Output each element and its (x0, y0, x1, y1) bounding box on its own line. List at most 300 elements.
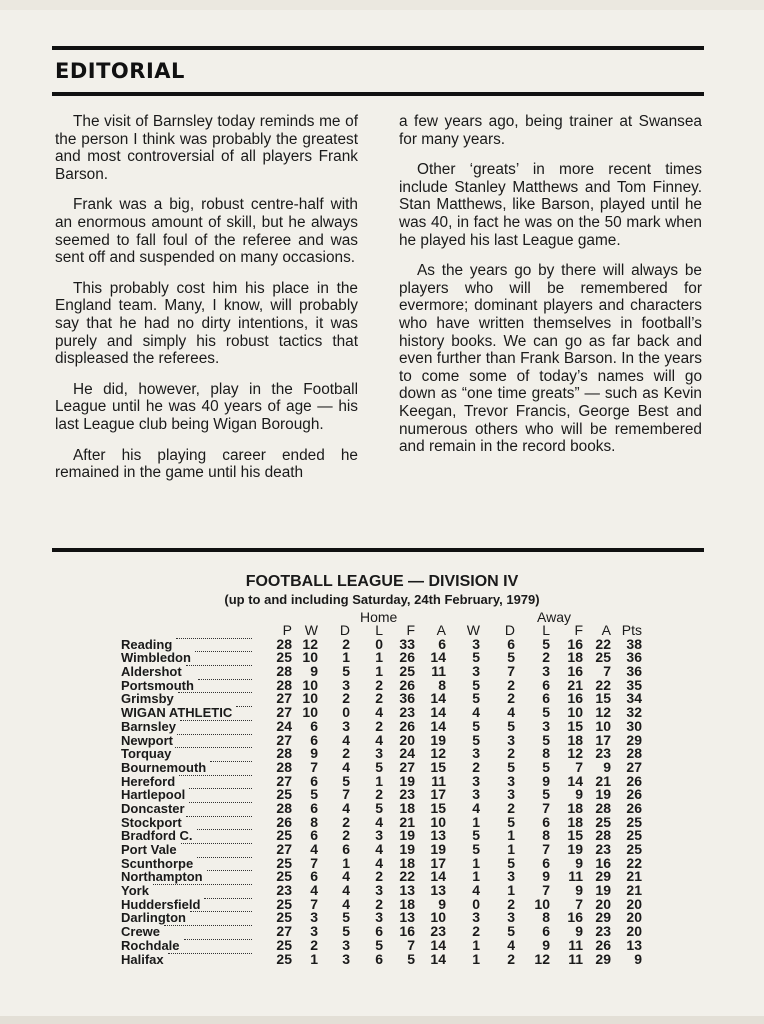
column-header: L (375, 622, 383, 638)
table-cell: 13 (626, 936, 642, 953)
table-cell: 4 (342, 868, 350, 885)
table-cell: 8 (542, 827, 550, 844)
table-cell: 29 (595, 950, 611, 967)
table-cell: 29 (595, 868, 611, 885)
team-name: Bradford C. (121, 828, 193, 844)
table-cell: 9 (438, 895, 446, 912)
table-cell: 2 (375, 690, 383, 707)
table-cell: 11 (431, 663, 446, 680)
dot-leader (180, 720, 252, 721)
table-cell: 6 (542, 676, 550, 693)
team-name: Portsmouth (121, 677, 194, 693)
table-cell: 3 (342, 676, 350, 693)
table-cell: 3 (310, 909, 318, 926)
table-cell: 14 (430, 717, 446, 734)
table-cell: 8 (542, 745, 550, 762)
table-cell: 27 (399, 758, 415, 775)
table-cell: 4 (375, 731, 383, 748)
table-cell: 25 (399, 663, 415, 680)
table-cell: 12 (534, 950, 550, 967)
table-cell: 2 (342, 690, 350, 707)
table-cell: 2 (507, 745, 515, 762)
table-cell: 16 (567, 690, 583, 707)
table-cell: 19 (595, 882, 611, 899)
table-cell: 2 (507, 676, 515, 693)
table-cell: 3 (472, 772, 480, 789)
table-cell: 25 (595, 649, 611, 666)
team-name: Scunthorpe (121, 855, 194, 871)
table-cell: 9 (575, 882, 583, 899)
table-cell: 6 (310, 799, 318, 816)
table-cell: 5 (342, 909, 350, 926)
table-cell: 13 (399, 909, 415, 926)
table-cell: 28 (276, 676, 292, 693)
table-cell: 14 (567, 772, 583, 789)
table-cell: 28 (276, 799, 292, 816)
table-cell: 7 (603, 663, 611, 680)
table-cell: 27 (276, 772, 292, 789)
table-cell: 9 (575, 786, 583, 803)
table-cell: 5 (407, 950, 415, 967)
paragraph: The visit of Barnsley today reminds me of the person I think was probably the greatest and most controversial of all players Frank Barson. (55, 113, 358, 183)
dot-leader (168, 953, 252, 954)
table-cell: 6 (375, 950, 383, 967)
table-cell: 3 (507, 868, 515, 885)
section-rule (52, 548, 704, 552)
table-cell: 15 (567, 827, 583, 844)
table-cell: 9 (310, 663, 318, 680)
dot-leader (236, 706, 252, 707)
table-cell: 8 (310, 813, 318, 830)
table-cell: 4 (310, 841, 318, 857)
table-cell: 19 (399, 827, 415, 844)
table-cell: 13 (430, 882, 446, 899)
paragraph: After his playing career ended he remained in the game until his death (55, 446, 358, 482)
team-name: Rochdale (121, 937, 180, 953)
table-cell: 2 (507, 690, 515, 707)
table-cell: 25 (626, 841, 642, 857)
column-header: F (574, 622, 583, 638)
table-cell: 0 (472, 895, 480, 912)
table-cell: 27 (626, 758, 642, 775)
table-cell: 18 (567, 731, 583, 748)
table-cell: 14 (430, 936, 446, 953)
table-cell: 1 (342, 854, 350, 871)
column-header: W (304, 622, 318, 638)
table-cell: 10 (595, 717, 611, 734)
table-cell: 8 (438, 676, 446, 693)
paragraph: As the years go by there will always be players who will be remembered for evermore; dominant players and characters who have written themselves in football’s history books. We can go as far back and even further than Frank Barson. In the years to come some of today’s names will go down as “one time greats” — such as Kevin Keegan, Trevor Francis, George Best and numerous others who will be remembered and remain in the record books. (399, 262, 702, 456)
table-cell: 4 (472, 882, 480, 899)
table-cell: 9 (634, 950, 642, 967)
table-cell: 3 (472, 909, 480, 926)
table-cell: 6 (310, 772, 318, 789)
table-cell: 3 (375, 882, 383, 899)
table-cell: 11 (568, 868, 583, 885)
table-cell: 6 (542, 690, 550, 707)
table-cell: 26 (626, 786, 642, 803)
table-cell: 4 (472, 704, 480, 721)
page-bottom-edge (0, 1016, 764, 1024)
table-cell: 3 (375, 827, 383, 844)
team-name: Torquay (121, 746, 172, 762)
table-cell: 1 (310, 950, 318, 967)
table-cell: 3 (472, 635, 480, 652)
table-cell: 10 (302, 690, 318, 707)
team-name: York (121, 883, 149, 899)
editorial-right-column (399, 113, 702, 469)
table-cell: 7 (507, 663, 515, 680)
table-cell: 21 (567, 676, 583, 693)
dot-leader (195, 651, 252, 652)
table-cell: 33 (399, 635, 415, 652)
table-cell: 2 (310, 936, 318, 953)
table-cell: 24 (276, 717, 292, 734)
table-cell: 7 (542, 799, 550, 816)
table-cell: 5 (342, 663, 350, 680)
table-cell: 27 (276, 923, 292, 940)
table-cell: 14 (430, 868, 446, 885)
table-cell: 1 (472, 936, 480, 953)
table-cell: 17 (595, 731, 611, 748)
dot-leader (164, 925, 252, 926)
paragraph: a few years ago, being trainer at Swansea for many years. (399, 113, 702, 148)
table-cell: 6 (375, 923, 383, 940)
table-cell: 2 (375, 895, 383, 912)
table-cell: 9 (575, 923, 583, 940)
table-cell: 5 (342, 923, 350, 940)
team-name: Hartlepool (121, 787, 186, 803)
table-cell: 5 (472, 649, 480, 666)
table-cell: 7 (342, 786, 350, 803)
table-cell: 4 (342, 758, 350, 775)
table-cell: 6 (310, 868, 318, 885)
column-header: W (466, 622, 480, 638)
table-cell: 3 (542, 717, 550, 734)
table-cell: 25 (276, 854, 292, 871)
team-name: Doncaster (121, 800, 185, 816)
league-table (0, 624, 764, 966)
table-cell: 22 (626, 854, 642, 871)
table-cell: 27 (276, 690, 292, 707)
table-cell: 21 (626, 868, 642, 885)
table-cell: 12 (567, 745, 583, 762)
table-cell: 25 (276, 950, 292, 967)
table-cell: 5 (507, 717, 515, 734)
table-cell: 32 (626, 704, 642, 721)
table-cell: 2 (542, 649, 550, 666)
table-cell: 1 (507, 841, 515, 857)
table-cell: 5 (375, 936, 383, 953)
table-cell: 8 (542, 909, 550, 926)
table-cell: 1 (375, 772, 383, 789)
table-cell: 0 (375, 635, 383, 652)
dot-leader (189, 788, 252, 789)
team-name: Barnsley (121, 718, 176, 734)
table-cell: 5 (507, 758, 515, 775)
table-cell: 4 (342, 882, 350, 899)
table-cell: 21 (626, 882, 642, 899)
table-cell: 26 (399, 676, 415, 693)
table-cell: 14 (430, 950, 446, 967)
table-cell: 15 (595, 690, 611, 707)
table-cell: 5 (507, 813, 515, 830)
table-cell: 16 (567, 909, 583, 926)
table-cell: 20 (595, 895, 611, 912)
league-table-subtitle: (up to and including Saturday, 24th February, 1979) (224, 592, 540, 607)
table-cell: 4 (375, 813, 383, 830)
table-cell: 11 (431, 772, 446, 789)
table-cell: 5 (542, 731, 550, 748)
table-cell: 28 (626, 745, 642, 762)
dot-leader (181, 843, 252, 844)
table-cell: 25 (276, 936, 292, 953)
table-cell: 18 (567, 649, 583, 666)
table-cell: 26 (276, 813, 292, 830)
table-cell: 28 (595, 799, 611, 816)
table-cell: 4 (342, 799, 350, 816)
column-header: D (339, 622, 350, 638)
paragraph: This probably cost him his place in the England team. Many, I know, will probably say that he had no dirty intentions, it was purely and simply his robust tactics that displeased the referees. (55, 279, 358, 368)
table-cell: 18 (399, 895, 415, 912)
table-cell: 18 (567, 813, 583, 830)
paragraph: Frank was a big, robust centre-half with an enormous amount of skill, but he always seemed to fall foul of the referee and was sent off and suspended on many occasions. (55, 196, 358, 267)
table-cell: 12 (595, 704, 611, 721)
team-name: Reading (121, 636, 173, 652)
dot-leader (197, 857, 252, 858)
table-cell: 29 (626, 731, 642, 748)
table-cell: 16 (567, 663, 583, 680)
table-body (0, 635, 764, 967)
table-cell: 5 (375, 758, 383, 775)
table-cell: 26 (399, 717, 415, 734)
table-cell: 15 (567, 717, 583, 734)
table-cell: 26 (626, 772, 642, 789)
table-cell: 11 (568, 936, 583, 953)
table-cell: 1 (472, 868, 480, 885)
table-cell: 27 (276, 704, 292, 721)
table-cell: 1 (375, 649, 383, 666)
table-cell: 2 (375, 868, 383, 885)
table-cell: 4 (507, 936, 515, 953)
table-cell: 14 (430, 704, 446, 721)
table-cell: 5 (507, 649, 515, 666)
table-cell: 21 (399, 813, 415, 830)
table-cell: 2 (342, 827, 350, 844)
table-cell: 7 (542, 841, 550, 857)
table-cell: 36 (626, 649, 642, 666)
table-cell: 10 (430, 813, 446, 830)
table-cell: 35 (626, 676, 642, 693)
table-cell: 5 (375, 799, 383, 816)
table-cell: 28 (276, 635, 292, 652)
away-group-label: Away (537, 609, 571, 625)
table-cell: 19 (430, 841, 446, 857)
table-cell: 7 (407, 936, 415, 953)
table-cell: 6 (342, 841, 350, 857)
table-cell: 19 (430, 731, 446, 748)
table-cell: 12 (430, 745, 446, 762)
table-cell: 5 (507, 923, 515, 940)
table-cell: 4 (375, 841, 383, 857)
table-cell: 1 (507, 827, 515, 844)
table-cell: 3 (472, 663, 480, 680)
table-cell: 19 (399, 841, 415, 857)
table-cell: 29 (595, 909, 611, 926)
dot-leader (197, 829, 252, 830)
page-title: EDITORIAL (55, 59, 185, 83)
table-cell: 25 (276, 868, 292, 885)
paragraph: Other ‘greats’ in more recent times include Stanley Matthews and Tom Finney. Stan Matthews, like Barson, played until he was 40, in fact he was on the 50 mark when he played his last League game. (399, 161, 702, 249)
dot-leader (204, 898, 252, 899)
table-cell: 10 (430, 909, 446, 926)
table-cell: 2 (507, 799, 515, 816)
table-cell: 23 (595, 841, 611, 857)
table-cell: 3 (342, 950, 350, 967)
table-cell: 25 (626, 813, 642, 830)
table-cell: 13 (430, 827, 446, 844)
table-cell: 26 (399, 649, 415, 666)
table-cell: 10 (302, 649, 318, 666)
table-cell: 23 (276, 882, 292, 899)
dot-leader (178, 692, 252, 693)
table-cell: 7 (575, 758, 583, 775)
table-cell: 19 (567, 841, 583, 857)
table-cell: 6 (438, 635, 446, 652)
table-cell: 3 (375, 909, 383, 926)
top-rule (52, 46, 704, 50)
table-cell: 3 (375, 745, 383, 762)
table-cell: 26 (626, 799, 642, 816)
table-cell: 2 (375, 786, 383, 803)
dot-leader (177, 734, 252, 735)
table-cell: 25 (276, 649, 292, 666)
table-cell: 4 (342, 731, 350, 748)
team-name: Newport (121, 732, 173, 748)
table-cell: 18 (399, 799, 415, 816)
team-name: Northampton (121, 869, 203, 885)
league-table-title: FOOTBALL LEAGUE — DIVISION IV (245, 573, 519, 590)
table-cell: 36 (626, 663, 642, 680)
dot-leader (190, 911, 252, 912)
table-cell: 18 (567, 799, 583, 816)
table-cell: 6 (542, 854, 550, 871)
table-cell: 6 (542, 813, 550, 830)
table-cell: 2 (507, 895, 515, 912)
table-cell: 10 (534, 895, 550, 912)
column-header: A (436, 622, 446, 638)
table-cell: 36 (399, 690, 415, 707)
table-cell: 28 (276, 758, 292, 775)
table-cell: 14 (430, 649, 446, 666)
dot-leader (175, 747, 252, 748)
table-cell: 4 (342, 895, 350, 912)
table-cell: 2 (342, 745, 350, 762)
table-cell: 5 (542, 758, 550, 775)
table-cell: 10 (302, 676, 318, 693)
column-header: D (504, 622, 515, 638)
table-cell: 23 (430, 923, 446, 940)
table-cell: 1 (472, 950, 480, 967)
table-cell: 18 (399, 854, 415, 871)
table-cell: 5 (542, 635, 550, 652)
table-cell: 28 (276, 663, 292, 680)
table-cell: 4 (507, 704, 515, 721)
table-cell: 5 (472, 690, 480, 707)
table-cell: 28 (276, 745, 292, 762)
table-cell: 3 (310, 923, 318, 940)
table-cell: 17 (430, 854, 446, 871)
table-cell: 9 (542, 936, 550, 953)
table-cell: 25 (276, 909, 292, 926)
dot-leader (153, 884, 252, 885)
table-cell: 6 (310, 731, 318, 748)
table-cell: 25 (276, 895, 292, 912)
team-name: Darlington (121, 910, 186, 926)
team-name: Grimsby (121, 691, 174, 707)
dot-leader (210, 761, 252, 762)
table-cell: 27 (276, 841, 292, 857)
team-name: Huddersfield (121, 896, 201, 912)
table-cell: 22 (399, 868, 415, 885)
table-cell: 6 (507, 635, 515, 652)
dot-leader (186, 816, 252, 817)
table-row (0, 950, 764, 967)
table-cell: 2 (472, 923, 480, 940)
dot-leader (207, 870, 252, 871)
table-cell: 25 (276, 786, 292, 803)
table-cell: 12 (302, 635, 318, 652)
dot-leader (198, 679, 252, 680)
column-header: A (601, 622, 611, 638)
table-cell: 3 (507, 731, 515, 748)
table-cell: 3 (342, 717, 350, 734)
table-cell: 1 (472, 813, 480, 830)
table-cell: 25 (276, 827, 292, 844)
table-cell: 5 (472, 841, 480, 857)
table-cell: 14 (430, 690, 446, 707)
table-cell: 4 (375, 854, 383, 871)
dot-leader (189, 802, 252, 803)
page-top-edge (0, 0, 764, 10)
table-cell: 16 (595, 854, 611, 871)
table-cell: 25 (595, 813, 611, 830)
home-group-label: Home (360, 609, 398, 625)
table-cell: 7 (542, 882, 550, 899)
team-name: Halifax (121, 951, 164, 967)
table-cell: 16 (567, 635, 583, 652)
team-name: Stockport (121, 814, 182, 830)
table-cell: 2 (375, 676, 383, 693)
column-header: L (542, 622, 550, 638)
table-cell: 24 (399, 745, 415, 762)
table-cell: 28 (595, 827, 611, 844)
dot-leader (176, 638, 252, 639)
table-cell: 22 (595, 635, 611, 652)
table-cell: 19 (595, 786, 611, 803)
table-cell: 5 (542, 704, 550, 721)
table-cell: 38 (626, 635, 642, 652)
table-cell: 5 (542, 786, 550, 803)
team-name: WIGAN ATHLETIC (121, 705, 233, 721)
table-cell: 15 (430, 799, 446, 816)
table-cell: 10 (567, 704, 583, 721)
table-cell: 23 (595, 923, 611, 940)
title-underline (52, 92, 704, 96)
table-cell: 30 (626, 717, 642, 734)
table-cell: 3 (507, 786, 515, 803)
table-cell: 4 (375, 704, 383, 721)
